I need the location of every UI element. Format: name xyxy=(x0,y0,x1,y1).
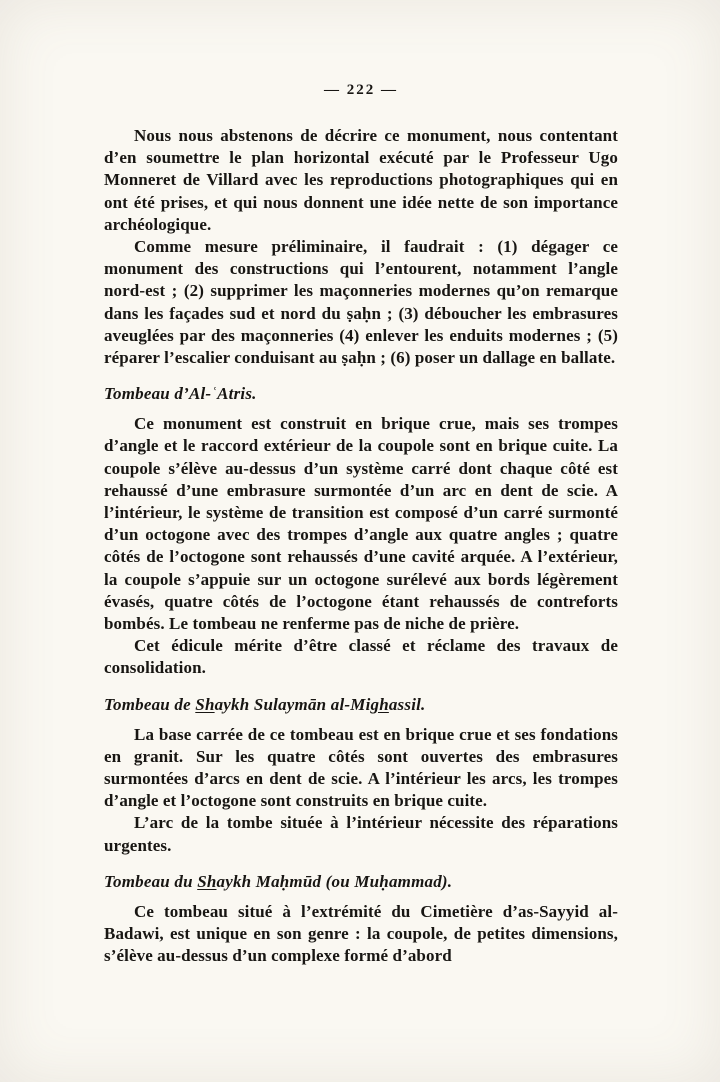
paragraph: Ce tombeau situé à l’extrémité du Cimetière d’as-Sayyid al-Badawi, est unique en son genre : la coupole, de petites dimensions, s’élève au-dessus d’un complexe formé d’abord xyxy=(104,901,618,966)
heading-text: aykh Maḥmūd (ou Muḥammad). xyxy=(216,871,453,891)
heading-text: aykh Sulaymān al-Mi xyxy=(214,694,371,714)
page-content xyxy=(104,82,618,968)
page-number: — 222 — xyxy=(324,82,398,98)
paragraph: Cet édicule mérite d’être classé et réclame des travaux de consolidation. xyxy=(104,636,618,678)
paragraph: L’arc de la tombe située à l’intérieur nécessite des réparations urgentes. xyxy=(104,813,618,855)
section-heading-tombeau-shaykh-mahmud xyxy=(104,871,618,893)
heading-text-underlined: Sh xyxy=(197,871,217,891)
heading-text: assil. xyxy=(388,694,426,714)
heading-text: Tombeau de xyxy=(104,694,196,714)
heading-text-underlined: Sh xyxy=(195,694,215,714)
section-heading-tombeau-al-atris: Tombeau d’Al-ʿAtris. xyxy=(104,384,257,404)
heading-text-underlined: gh xyxy=(370,694,389,714)
paragraph: Nous nous abstenons de décrire ce monument, nous contentant d’en soumettre le plan horizontal exécuté par le Professeur Ugo Monneret de Villard avec les reproductions photographiques qui en ont été prises, et qui nous donnent une idée nette de son importance archéologique. xyxy=(104,126,618,234)
paragraph: Ce monument est construit en brique crue, mais ses trompes d’angle et le raccord extérieur de la coupole sont en brique cuite. La coupole s’élève au-dessus d’un système carré dont chaque côté est rehaussé d’une embrasure surmontée d’un arc en dent de scie. A l’intérieur, le système de transition est composé d’un carré surmonté d’un octogone avec des trompes d’angle aux quatre angles ; quatre côtés de l’octogone sont rehaussés d’une cavité arquée. A l’extérieur, la coupole s’appuie sur un octogone surélevé aux bords légèrement évasés, quatre côtés de l’octogone étant rehaussés de contreforts bombés. Le tombeau ne renferme pas de niche de prière. xyxy=(104,414,618,634)
paragraph: Comme mesure préliminaire, il faudrait : (1) dégager ce monument des constructions qui l’entourent, notamment l’angle nord-est ; (2) supprimer les maçonneries modernes qu’on remarque dans les façades sud et nord du ṣaḥn ; (3) déboucher les embrasures aveuglées par des maçonneries (4) enlever les enduits modernes ; (5) réparer l’escalier conduisant au ṣaḥn ; (6) poser un dallage en ballate. xyxy=(104,237,618,368)
section-heading-tombeau-shaykh-sulayman xyxy=(104,694,618,716)
heading-text: Tombeau du xyxy=(104,871,198,891)
paragraph: La base carrée de ce tombeau est en brique crue et ses fondations en granit. Sur les quatre côtés sont ouvertes des embrasures surmontées d’arcs en dent de scie. A l’intérieur les arcs, les trompes d’angle et l’octogone sont construits en brique cuite. xyxy=(104,724,618,811)
